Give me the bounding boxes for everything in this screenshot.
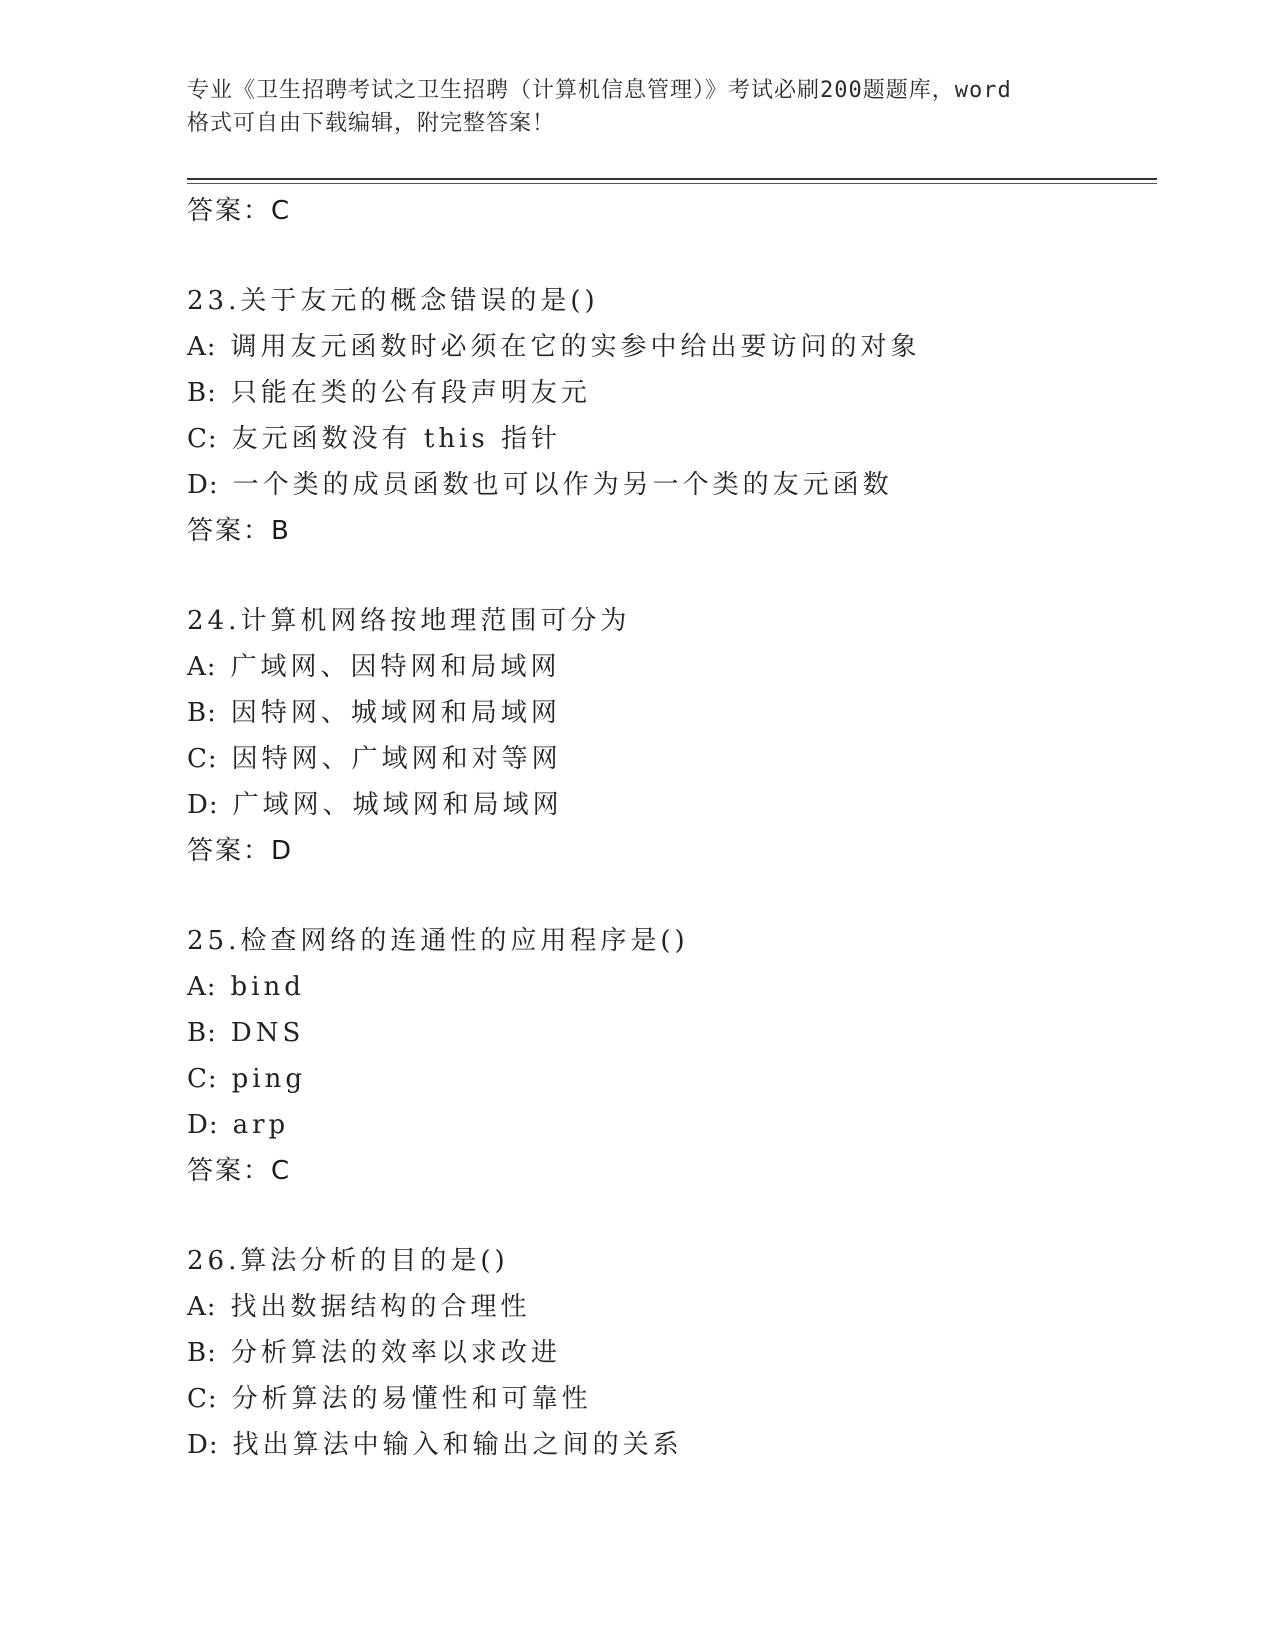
option-key: D:: [187, 790, 219, 820]
question-block: [187, 598, 1157, 874]
spacer: [187, 874, 1157, 918]
option-text: 只能在类的公有段声明友元: [230, 378, 591, 408]
answer-line: 答案：C: [187, 1156, 292, 1186]
option-key: C:: [187, 1064, 218, 1094]
answer-line: 答案：C: [187, 196, 292, 226]
header-divider-thin: [187, 183, 1157, 184]
option-text: 广域网、城域网和局域网: [232, 790, 563, 820]
question-block: [187, 918, 1157, 1194]
header-line-2: 格式可自由下载编辑，附完整答案！: [187, 111, 556, 136]
option-key: C:: [187, 744, 218, 774]
option-key: C:: [187, 424, 218, 454]
spacer: [187, 554, 1157, 598]
option-text: 广域网、因特网和局域网: [230, 652, 561, 682]
option-d: [187, 1102, 1157, 1148]
option-b: [187, 370, 1157, 416]
header-divider-thick: [187, 178, 1157, 180]
option-text: 因特网、广域网和对等网: [231, 744, 562, 774]
option-d: [187, 1422, 1157, 1468]
option-key: A:: [187, 652, 217, 682]
option-b: [187, 690, 1157, 736]
question-block: [187, 1238, 1157, 1468]
option-c: [187, 1376, 1157, 1422]
option-text: arp: [232, 1110, 290, 1140]
option-a: [187, 964, 1157, 1010]
option-key: A:: [187, 972, 217, 1002]
question-list: [187, 188, 1157, 1468]
question-stem: 24.计算机网络按地理范围可分为: [187, 606, 631, 636]
option-key: D:: [187, 1110, 219, 1140]
option-text: 调用友元函数时必须在它的实参中给出要访问的对象: [230, 332, 921, 362]
option-b: [187, 1330, 1157, 1376]
answer-line: 答案：B: [187, 516, 291, 546]
option-c: [187, 736, 1157, 782]
option-key: B:: [187, 1338, 217, 1368]
question-stem: 26.算法分析的目的是(): [187, 1246, 509, 1276]
option-text: DNS: [230, 1018, 305, 1048]
option-key: D:: [187, 470, 219, 500]
answer-line: 答案：D: [187, 836, 294, 866]
option-text: 找出算法中输入和输出之间的关系: [232, 1430, 683, 1460]
option-text: 友元函数没有 this 指针: [231, 424, 562, 454]
option-d: [187, 782, 1157, 828]
option-c: [187, 416, 1157, 462]
option-d: [187, 462, 1157, 508]
question-stem: 25.检查网络的连通性的应用程序是(): [187, 926, 689, 956]
option-text: ping: [231, 1064, 307, 1094]
option-text: 分析算法的易懂性和可靠性: [231, 1384, 592, 1414]
option-text: 一个类的成员函数也可以作为另一个类的友元函数: [232, 470, 893, 500]
option-key: C:: [187, 1384, 218, 1414]
spacer: [187, 1194, 1157, 1238]
option-key: D:: [187, 1430, 219, 1460]
option-key: B:: [187, 698, 217, 728]
header-line-1: 专业《卫生招聘考试之卫生招聘（计算机信息管理）》考试必刷200题题库，word: [187, 78, 1012, 103]
option-key: B:: [187, 378, 217, 408]
option-a: [187, 1284, 1157, 1330]
option-key: A:: [187, 1292, 217, 1322]
option-b: [187, 1010, 1157, 1056]
option-a: [187, 324, 1157, 370]
option-a: [187, 644, 1157, 690]
option-text: bind: [230, 972, 305, 1002]
option-c: [187, 1056, 1157, 1102]
document-header: [187, 74, 1087, 140]
option-text: 找出数据结构的合理性: [230, 1292, 531, 1322]
question-stem: 23.关于友元的概念错误的是(): [187, 286, 599, 316]
option-text: 分析算法的效率以求改进: [230, 1338, 561, 1368]
option-key: B:: [187, 1018, 217, 1048]
spacer: [187, 234, 1157, 278]
option-text: 因特网、城域网和局域网: [230, 698, 561, 728]
option-key: A:: [187, 332, 217, 362]
question-block: [187, 278, 1157, 554]
